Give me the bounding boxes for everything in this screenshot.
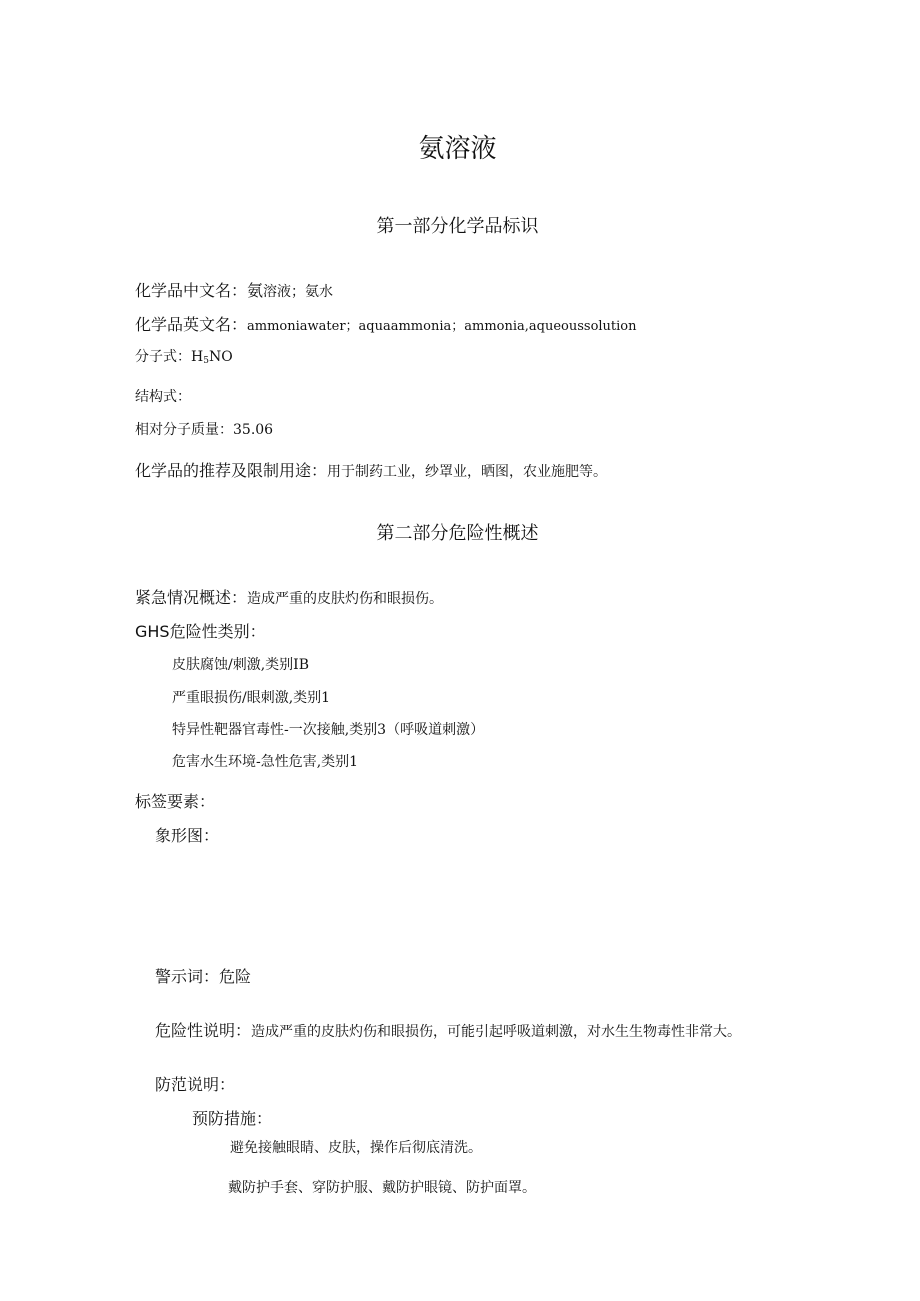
formula-row [135, 346, 233, 366]
pictogram-label: 象形图： [155, 826, 220, 845]
ghs-label: GHS危险性类别： [135, 622, 266, 641]
ghs-item: 危害水生环境-急性危害,类别1 [172, 754, 359, 770]
section-heading-part2: 第二部分危险性概述 [376, 523, 539, 544]
usage-label: 化学品的推荐及限制用途： [135, 461, 328, 480]
en-name-label: 化学品英文名： [135, 315, 248, 334]
section-heading-part1: 第一部分化学品标识 [376, 216, 539, 237]
formula-h: H [191, 349, 204, 365]
emergency-label: 紧急情况概述： [135, 588, 248, 607]
cn-name-label: 化学品中文名： [135, 281, 248, 300]
signal-word-value: 危险 [219, 967, 252, 986]
prevention-label: 预防措施： [192, 1109, 273, 1128]
precaution-label: 防范说明： [155, 1075, 236, 1094]
cn-name-row [135, 278, 333, 301]
en-name-value: ammoniawater；aquaammonia；ammonia,aqueoussolution [247, 319, 637, 334]
hazard-statement-value: 造成严重的皮肤灼伤和眼损伤，可能引起呼吸道刺激，对水生生物毒性非常大。 [251, 1024, 742, 1040]
prevention-item: 避免接触眼睛、皮肤，操作后彻底清洗。 [230, 1140, 482, 1156]
signal-word-row [155, 964, 251, 987]
cn-name-value-rest: 溶液；氨水 [263, 284, 334, 300]
cn-name-value-first: 氨 [247, 281, 264, 300]
ghs-item: 皮肤腐蚀/刺激,类别IB [172, 657, 309, 673]
signal-word-label: 警示词： [155, 967, 220, 986]
mass-row [135, 419, 273, 439]
en-name-row [135, 312, 637, 335]
ghs-item: 特异性靶器官毒性-一次接触,类别3（呼吸道刺激） [172, 722, 485, 738]
emergency-value: 造成严重的皮肤灼伤和眼损伤。 [247, 591, 444, 607]
formula-label: 分子式： [135, 349, 191, 365]
hazard-statement-row [155, 1018, 741, 1041]
emergency-row [135, 585, 443, 608]
usage-value: 用于制药工业，纱罩业，晒图，农业施肥等。 [327, 464, 608, 480]
hazard-statement-label: 危险性说明： [155, 1021, 252, 1040]
formula-subscript: 5 [203, 356, 209, 366]
usage-row [135, 458, 607, 481]
document-title: 氨溶液 [418, 134, 497, 164]
formula-rest: NO [208, 349, 233, 365]
prevention-item: 戴防护手套、穿防护服、戴防护眼镜、防护面罩。 [228, 1180, 536, 1196]
mass-value: 35.06 [233, 422, 274, 438]
label-elements-label: 标签要素： [135, 792, 216, 811]
structure-label: 结构式： [135, 389, 191, 405]
mass-label: 相对分子质量： [135, 422, 233, 438]
ghs-item: 严重眼损伤/眼刺激,类别1 [172, 690, 331, 706]
